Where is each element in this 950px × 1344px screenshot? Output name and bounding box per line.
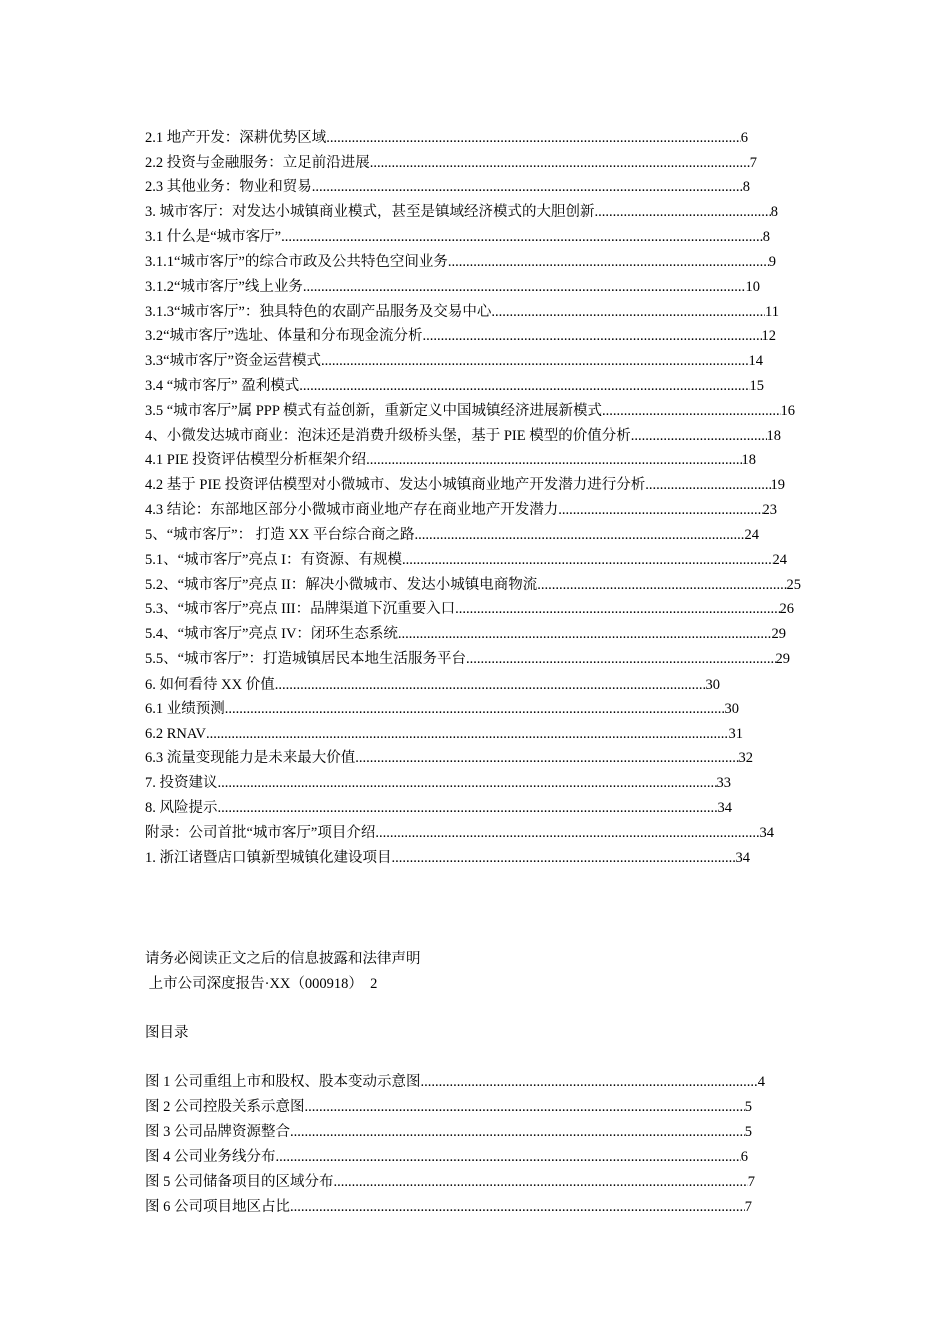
toc-label: 2.1 地产开发：深耕优势区域 <box>145 130 327 146</box>
toc-label: 8. 风险提示 <box>145 800 218 816</box>
figure-index-entry[interactable] <box>145 1096 752 1118</box>
figure-label: 图 1 公司重组上市和股权、股本变动示意图 <box>145 1074 421 1090</box>
toc-page-number: 8 <box>762 229 770 245</box>
toc-page-number: 34 <box>759 825 774 841</box>
toc-page-number: 8 <box>742 179 750 195</box>
toc-leader <box>290 1121 745 1143</box>
toc-leader <box>392 847 736 869</box>
toc-label: 4.1 PIE 投资评估模型分析框架介绍 <box>145 452 367 468</box>
toc-page-number: 34 <box>735 850 750 866</box>
toc-label: 5.4、“城市客厅”亮点 IV：闭环生态系统 <box>145 626 398 642</box>
toc-entry[interactable] <box>145 449 756 471</box>
toc-entry[interactable] <box>145 400 795 422</box>
toc-label: 5.5、“城市客厅”：打造城镇居民本地生活服务平台 <box>145 651 466 667</box>
toc-page-number: 24 <box>772 552 787 568</box>
toc-entry[interactable] <box>145 201 778 223</box>
figure-label: 图 5 公司储备项目的区域分布 <box>145 1174 334 1190</box>
toc-page-number: 30 <box>705 677 720 693</box>
toc-leader <box>218 797 718 819</box>
toc-leader <box>321 350 749 372</box>
toc-label: 4.3 结论：东部地区部分小微城市商业地产存在商业地产开发潜力 <box>145 502 559 518</box>
toc-page-number: 10 <box>745 279 760 295</box>
toc-leader <box>448 251 769 273</box>
toc-leader <box>398 623 772 645</box>
toc-entry[interactable] <box>145 350 763 372</box>
toc-entry[interactable] <box>145 674 720 696</box>
toc-leader <box>466 648 776 670</box>
toc-leader <box>225 698 725 720</box>
toc-entry[interactable] <box>145 772 731 794</box>
figure-label: 图 3 公司品牌资源整合 <box>145 1124 290 1140</box>
toc-entry[interactable] <box>145 797 732 819</box>
toc-label: 3.1.1“城市客厅”的综合市政及公共特色空间业务 <box>145 254 448 270</box>
toc-label: 5.2、“城市客厅”亮点 II：解决小微城市、发达小城镇电商物流 <box>145 577 538 593</box>
toc-page-number: 15 <box>749 378 764 394</box>
toc-entry[interactable] <box>145 251 776 273</box>
toc-entry[interactable] <box>145 474 785 496</box>
toc-page-number: 18 <box>741 452 756 468</box>
toc-entry[interactable] <box>145 847 750 869</box>
toc-label: 5、“城市客厅”： 打造 XX 平台综合商之路 <box>145 527 415 543</box>
toc-label: 3.1.3“城市客厅”：独具特色的农副产品服务及交易中心 <box>145 304 492 320</box>
toc-label: 附录：公司首批“城市客厅”项目介绍 <box>145 825 376 841</box>
toc-entry[interactable] <box>145 226 770 248</box>
toc-page-number: 29 <box>775 651 790 667</box>
toc-entry[interactable] <box>145 425 781 447</box>
toc-page-number: 24 <box>744 527 759 543</box>
toc-label: 2.3 其他业务：物业和贸易 <box>145 179 312 195</box>
toc-leader <box>491 301 765 323</box>
toc-leader <box>558 499 762 521</box>
figure-index-entry[interactable] <box>145 1171 755 1193</box>
figure-page-number: 6 <box>740 1149 748 1165</box>
toc-page-number: 16 <box>780 403 795 419</box>
toc-label: 4.2 基于 PIE 投资评估模型对小微城市、发达小城镇商业地产开发潜力进行分析 <box>145 477 646 493</box>
toc-entry[interactable] <box>145 499 777 521</box>
toc-leader <box>303 276 746 298</box>
figure-index-title: 图目录 <box>145 1025 189 1041</box>
figure-index-entry[interactable] <box>145 1071 765 1093</box>
figure-page-number: 5 <box>744 1099 752 1115</box>
toc-entry[interactable] <box>145 822 774 844</box>
toc-page-number: 8 <box>770 204 778 220</box>
toc-entry[interactable] <box>145 574 801 596</box>
toc-page-number: 29 <box>771 626 786 642</box>
toc-entry[interactable] <box>145 623 786 645</box>
toc-entry[interactable] <box>145 301 779 323</box>
toc-leader <box>455 598 779 620</box>
toc-leader <box>326 127 741 149</box>
toc-label: 5.3、“城市客厅”亮点 III：品牌渠道下沉重要入口 <box>145 601 456 617</box>
toc-label: 5.1、“城市客厅”亮点 I：有资源、有规模 <box>145 552 402 568</box>
toc-leader <box>423 325 762 347</box>
figure-index-entry[interactable] <box>145 1146 748 1168</box>
toc-entry[interactable] <box>145 127 748 149</box>
toc-leader <box>595 201 771 223</box>
toc-page-number: 9 <box>768 254 776 270</box>
toc-label: 3.1.2“城市客厅”线上业务 <box>145 279 303 295</box>
toc-leader <box>355 747 738 769</box>
toc-leader <box>276 1146 741 1168</box>
toc-leader <box>334 1171 748 1193</box>
toc-label: 3.1 什么是“城市客厅” <box>145 229 282 245</box>
toc-entry[interactable] <box>145 375 764 397</box>
toc-label: 1. 浙江诸暨店口镇新型城镇化建设项目 <box>145 850 392 866</box>
figure-label: 图 2 公司控股关系示意图 <box>145 1099 305 1115</box>
toc-leader <box>375 822 759 844</box>
toc-label: 6.2 RNAV <box>145 726 206 742</box>
toc-page-number: 14 <box>748 353 763 369</box>
toc-page-number: 31 <box>728 726 743 742</box>
figure-label: 图 6 公司项目地区占比 <box>145 1199 290 1215</box>
toc-entry[interactable] <box>145 325 776 347</box>
toc-label: 3. 城市客厅：对发达小城镇商业模式，甚至是镇域经济模式的大胆创新 <box>145 204 595 220</box>
toc-label: 7. 投资建议 <box>145 775 218 791</box>
toc-leader <box>305 1096 745 1118</box>
report-header-line: 上市公司深度报告·XX（000918） 2 <box>145 976 378 992</box>
figure-index-entry[interactable] <box>145 1196 752 1218</box>
toc-entry[interactable] <box>145 747 753 769</box>
toc-entry[interactable] <box>145 524 759 546</box>
toc-label: 3.4 “城市客厅” 盈利模式 <box>145 378 300 394</box>
figure-label: 图 4 公司业务线分布 <box>145 1149 276 1165</box>
toc-page-number: 19 <box>770 477 785 493</box>
toc-entry[interactable] <box>145 176 750 198</box>
toc-label: 3.2“城市客厅”选址、体量和分布现金流分析 <box>145 328 423 344</box>
toc-leader <box>414 524 744 546</box>
toc-label: 2.2 投资与金融服务：立足前沿进展 <box>145 155 370 171</box>
toc-leader <box>275 674 706 696</box>
toc-leader <box>645 474 770 496</box>
toc-leader <box>537 574 786 596</box>
figure-page-number: 5 <box>744 1124 752 1140</box>
toc-page-number: 12 <box>761 328 776 344</box>
toc-label: 3.5 “城市客厅”属 PPP 模式有益创新，重新定义中国城镇经济进展新模式 <box>145 403 603 419</box>
figure-index-entry[interactable] <box>145 1121 752 1143</box>
toc-page-number: 34 <box>717 800 732 816</box>
toc-leader <box>602 400 780 422</box>
toc-page-number: 25 <box>786 577 801 593</box>
toc-entry[interactable] <box>145 648 790 670</box>
toc-page-number: 26 <box>779 601 794 617</box>
figure-page-number: 7 <box>744 1199 752 1215</box>
toc-entry[interactable] <box>145 152 757 174</box>
toc-page-number: 32 <box>738 750 753 766</box>
toc-leader <box>631 425 767 447</box>
toc-label: 3.3“城市客厅”资金运营模式 <box>145 353 321 369</box>
toc-entry[interactable] <box>145 549 787 571</box>
toc-leader <box>366 449 741 471</box>
toc-leader <box>402 549 773 571</box>
toc-entry[interactable] <box>145 276 760 298</box>
toc-entry[interactable] <box>145 598 794 620</box>
toc-page-number: 11 <box>765 304 779 320</box>
toc-page-number: 18 <box>766 428 781 444</box>
toc-label: 4、小微发达城市商业：泡沫还是消费升级桥头堡，基于 PIE 模型的价值分析 <box>145 428 631 444</box>
toc-leader <box>206 723 729 745</box>
toc-page-number: 7 <box>749 155 757 171</box>
toc-leader <box>290 1196 745 1218</box>
toc-entry[interactable] <box>145 723 743 745</box>
toc-page-number: 30 <box>724 701 739 717</box>
toc-label: 6.1 业绩预测 <box>145 701 225 717</box>
toc-label: 6. 如何看待 XX 价值 <box>145 677 275 693</box>
toc-page-number: 6 <box>740 130 748 146</box>
toc-label: 6.3 流量变现能力是未来最大价值 <box>145 750 356 766</box>
toc-entry[interactable] <box>145 698 739 720</box>
toc-page-number: 23 <box>762 502 777 518</box>
toc-leader <box>421 1071 758 1093</box>
toc-leader <box>299 375 749 397</box>
toc-leader <box>281 226 763 248</box>
toc-leader <box>312 176 743 198</box>
figure-page-number: 7 <box>747 1174 755 1190</box>
toc-leader <box>218 772 717 794</box>
toc-leader <box>370 152 750 174</box>
figure-page-number: 4 <box>757 1074 765 1090</box>
toc-page-number: 33 <box>716 775 731 791</box>
disclaimer-text: 请务必阅读正文之后的信息披露和法律声明 <box>145 951 421 967</box>
